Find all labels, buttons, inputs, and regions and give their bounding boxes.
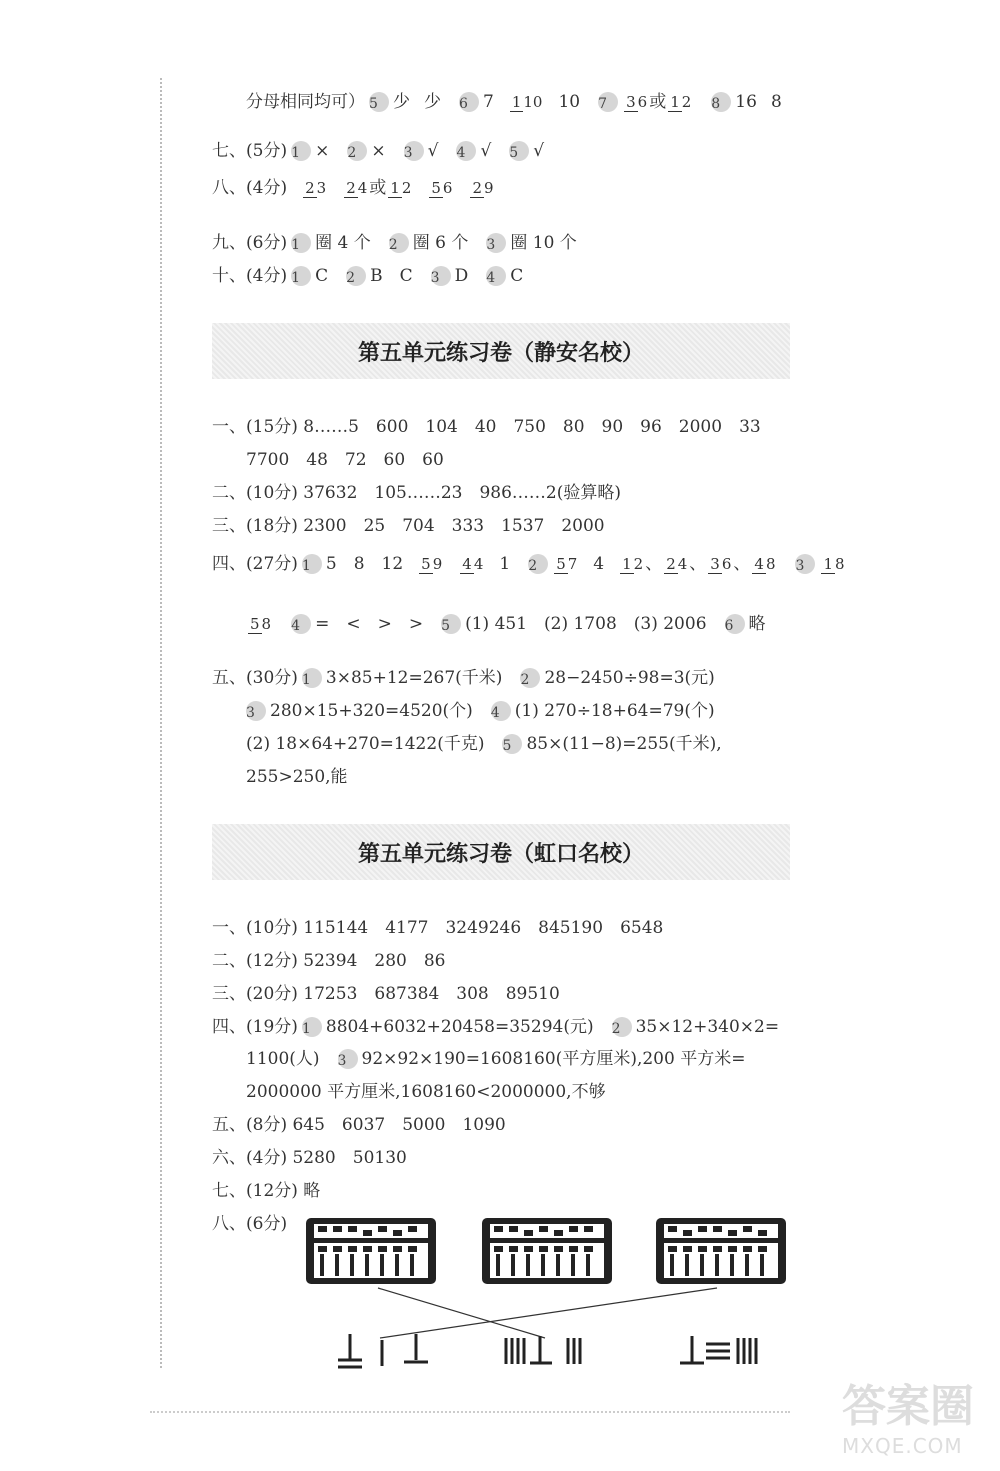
text: 分母相同均可） <box>246 92 365 112</box>
text: 5 8 12 <box>325 554 404 574</box>
text: √ <box>480 141 492 161</box>
text: C <box>510 266 524 286</box>
fraction: 3 6 <box>626 92 648 111</box>
text: 16 <box>735 92 757 112</box>
text: 8804+6032+20458=35294(元) <box>325 1017 594 1037</box>
text: 7 <box>483 92 494 112</box>
text: 1 <box>499 554 511 574</box>
fraction: 1 10 <box>511 92 543 111</box>
text: × <box>371 141 386 161</box>
question-number: 3 <box>795 554 815 574</box>
question-number: 1 <box>302 554 322 574</box>
fraction: 4 4 <box>462 554 484 573</box>
text: B C <box>370 266 413 286</box>
answer-line: 四、(27分) 1 5 8 12 5 9 4 4 1 2 5 7 4 1 2 、 2 4 、 3 6 、 4 8 3 1 8 <box>212 554 845 574</box>
question-number: 3 <box>246 701 266 721</box>
watermark-url: MXQE.COM <box>842 1434 963 1458</box>
question-number: 3 <box>404 141 424 161</box>
text: 或 <box>649 92 667 112</box>
question-header: 八、(4分) <box>212 178 288 198</box>
text: 85×(11−8)=255(千米), <box>526 734 722 754</box>
text: 六、(4分) 5280 50130 <box>212 1148 407 1168</box>
text: 圈 10 个 <box>510 233 577 253</box>
question-number: 7 <box>598 92 618 112</box>
question-header: 八、(6分) <box>212 1214 288 1234</box>
fraction: 2 9 <box>472 178 494 197</box>
fraction: 2 4 <box>666 554 688 573</box>
question-number: 2 <box>389 233 409 253</box>
question-number: 4 <box>486 266 506 286</box>
fraction: 5 7 <box>556 554 578 573</box>
question-header: 五、(30分) <box>212 668 298 688</box>
text: √ <box>427 141 439 161</box>
text: 35×12+340×2= <box>635 1017 780 1037</box>
text: (2) 18×64+270=1422(千克) <box>246 734 485 754</box>
counting-rod-numeral <box>330 1330 450 1372</box>
fraction: 5 8 <box>250 614 272 633</box>
bottom-dotted-line <box>150 1411 790 1413</box>
text: 10 <box>558 92 581 112</box>
text: 三、(20分) 17253 687384 308 89510 <box>212 984 560 1004</box>
fraction: 1 2 <box>622 554 644 573</box>
text: 或 <box>369 178 387 198</box>
text: = < > > <box>315 614 424 634</box>
question-number: 2 <box>520 668 540 688</box>
question-header: 十、(4分) <box>212 266 288 286</box>
question-number: 6 <box>459 92 479 112</box>
question-header: 九、(6分) <box>212 233 288 253</box>
question-number: 1 <box>291 266 311 286</box>
counting-rod-numeral <box>502 1330 592 1372</box>
question-number: 2 <box>346 266 366 286</box>
text: 280×15+320=4520(个) <box>270 701 473 721</box>
question-number: 1 <box>291 233 311 253</box>
fraction: 1 8 <box>823 554 845 573</box>
fraction: 1 2 <box>670 92 692 111</box>
question-number: 5 <box>502 734 522 754</box>
text: 28−2450÷98=3(元) <box>544 668 715 688</box>
section-title: 第五单元练习卷（静安名校） <box>357 340 644 366</box>
question-number: 1 <box>302 1017 322 1037</box>
question-number: 2 <box>347 141 367 161</box>
question-number: 4 <box>291 614 311 634</box>
text: 2000000 平方厘米,1608160<2000000,不够 <box>246 1082 606 1102</box>
text: (1) 270÷18+64=79(个) <box>514 701 715 721</box>
watermark-text: 答案圈 <box>842 1381 974 1432</box>
text: (1) 451 (2) 1708 (3) 2006 <box>465 614 707 634</box>
question-number: 4 <box>456 141 476 161</box>
question-header: 七、(5分) <box>212 141 288 161</box>
text: 二、(12分) 52394 280 86 <box>212 951 446 971</box>
text: C <box>315 266 329 286</box>
text: 一、(10分) 115144 4177 3249246 845190 6548 <box>212 918 664 938</box>
text: 少 <box>393 92 410 112</box>
text: 1100(人) <box>246 1049 320 1069</box>
fraction: 4 8 <box>754 554 776 573</box>
fraction: 5 6 <box>431 178 453 197</box>
question-number: 3 <box>338 1049 358 1069</box>
text: 圈 4 个 <box>315 233 371 253</box>
question-number: 5 <box>369 92 389 112</box>
text: 一、(15分) 8……5 600 104 40 750 80 90 96 2000 33 <box>212 417 761 437</box>
question-number: 3 <box>486 233 506 253</box>
text: 255>250,能 <box>246 767 348 787</box>
text: 略 <box>748 614 766 634</box>
question-number: 1 <box>302 668 322 688</box>
text: × <box>315 141 330 161</box>
fraction: 2 3 <box>305 178 327 197</box>
fraction: 2 4 <box>346 178 368 197</box>
question-number: 6 <box>725 614 745 634</box>
text: 7700 48 72 60 60 <box>246 450 444 470</box>
question-number: 5 <box>509 141 529 161</box>
text: 三、(18分) 2300 25 704 333 1537 2000 <box>212 516 605 536</box>
text: 3×85+12=267(千米) <box>325 668 503 688</box>
text: 七、(12分) 略 <box>212 1181 321 1201</box>
text: 4 <box>593 554 605 574</box>
text: D <box>454 266 469 286</box>
question-number: 4 <box>491 701 511 721</box>
fraction: 3 6 <box>710 554 732 573</box>
text: 92×92×190=1608160(平方厘米),200 平方米= <box>361 1049 746 1069</box>
text: 8 <box>770 92 782 112</box>
question-number: 3 <box>431 266 451 286</box>
text: 五、(8分) 645 6037 5000 1090 <box>212 1115 506 1135</box>
fraction: 1 2 <box>390 178 412 197</box>
watermark-logo <box>842 1380 992 1470</box>
fraction: 5 9 <box>421 554 443 573</box>
question-header: 四、(27分) <box>212 554 298 574</box>
counting-rod-numeral <box>678 1330 768 1372</box>
question-number: 1 <box>291 141 311 161</box>
text: 二、(10分) 37632 105……23 986……2(验算略) <box>212 483 621 503</box>
text: 圈 6 个 <box>412 233 469 253</box>
question-number: 2 <box>612 1017 632 1037</box>
question-header: 四、(19分) <box>212 1017 298 1037</box>
question-number: 8 <box>711 92 731 112</box>
text: √ <box>533 141 545 161</box>
question-number: 5 <box>441 614 461 634</box>
section-title: 第五单元练习卷（虹口名校） <box>357 841 644 867</box>
question-number: 2 <box>528 554 548 574</box>
text: 少 <box>424 92 441 112</box>
